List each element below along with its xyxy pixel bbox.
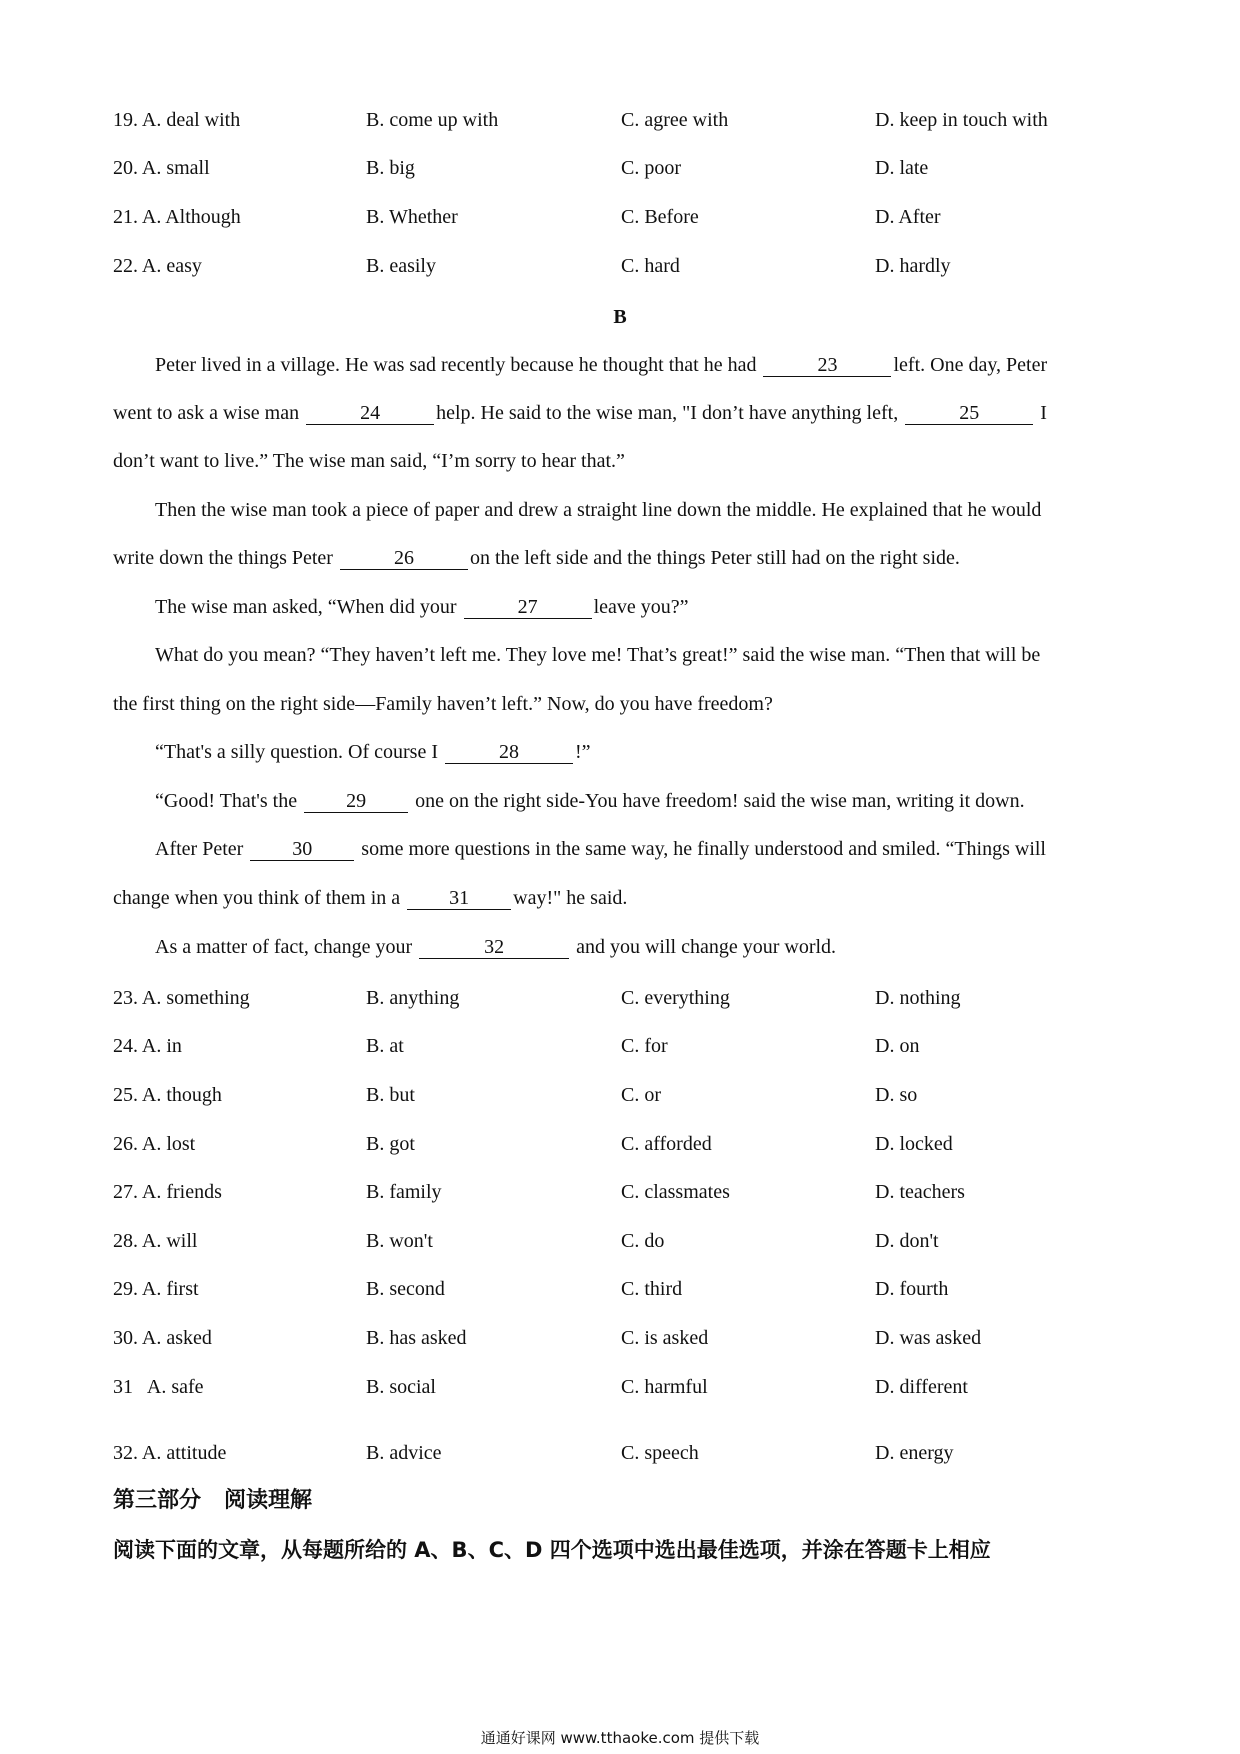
option-c: C. speech xyxy=(621,1442,699,1464)
passage-text: left. One day, Peter xyxy=(893,354,1048,376)
passage-line xyxy=(155,640,1040,670)
option-c: C. hard xyxy=(621,255,680,277)
option-c: C. afforded xyxy=(621,1133,712,1155)
option-d: D. so xyxy=(875,1084,918,1106)
option-d: D. teachers xyxy=(875,1181,965,1203)
passage-text: change when you think of them in a xyxy=(113,887,401,909)
blank-24: 24 xyxy=(306,402,434,425)
option-c: C. agree with xyxy=(621,109,729,131)
passage-line xyxy=(155,834,1046,864)
option-b: B. easily xyxy=(366,255,436,277)
passage-line xyxy=(113,689,773,719)
option-a: 22. A. easy xyxy=(113,255,202,277)
option-d: D. different xyxy=(875,1376,968,1398)
option-a: 32. A. attitude xyxy=(113,1442,227,1464)
option-b: B. family xyxy=(366,1181,442,1203)
blank-31: 31 xyxy=(407,887,511,910)
passage-line xyxy=(155,786,1025,816)
option-c: C. for xyxy=(621,1035,668,1057)
passage-text: one on the right side-You have freedom! said the wise man, writing it down. xyxy=(415,790,1025,812)
option-a: 29. A. first xyxy=(113,1278,199,1300)
blank-32: 32 xyxy=(419,936,569,959)
passage-text: “Good! That's the xyxy=(155,790,298,812)
option-d: D. After xyxy=(875,206,941,228)
option-b: B. anything xyxy=(366,987,460,1009)
option-a: 31 A. safe xyxy=(113,1376,204,1398)
option-d: D. was asked xyxy=(875,1327,982,1349)
option-row-21 xyxy=(0,202,1240,232)
page-footer: 通通好课网 www.tthaoke.com 提供下载 xyxy=(480,1729,760,1747)
passage-text: went to ask a wise man xyxy=(113,402,300,424)
passage-line xyxy=(113,446,625,476)
blank-23: 23 xyxy=(763,354,891,377)
option-c: C. classmates xyxy=(621,1181,730,1203)
option-d: D. late xyxy=(875,157,929,179)
option-d: D. energy xyxy=(875,1442,954,1464)
option-row-27 xyxy=(0,1177,1240,1207)
option-row-29 xyxy=(0,1274,1240,1304)
passage-text: After Peter xyxy=(155,838,244,860)
passage-text: What do you mean? “They haven’t left me. They love me! That’s great!” said the wise man. “Then that will be xyxy=(155,644,1041,666)
passage-text: !” xyxy=(574,741,591,763)
option-d: D. nothing xyxy=(875,987,961,1009)
option-a: 27. A. friends xyxy=(113,1181,222,1203)
option-d: D. on xyxy=(875,1035,920,1057)
passage-text: Peter lived in a village. He was sad recently because he thought that he had xyxy=(155,354,757,376)
option-a: 25. A. though xyxy=(113,1084,222,1106)
option-b: B. big xyxy=(366,157,415,179)
option-b: B. but xyxy=(366,1084,415,1106)
option-a: 30. A. asked xyxy=(113,1327,212,1349)
option-d: D. fourth xyxy=(875,1278,949,1300)
blank-30: 30 xyxy=(250,838,354,861)
blank-27: 27 xyxy=(464,596,592,619)
blank-29: 29 xyxy=(304,790,408,813)
passage-text: write down the things Peter xyxy=(113,547,333,569)
option-row-32 xyxy=(0,1438,1240,1468)
passage-line xyxy=(113,883,627,913)
passage-text: “That's a silly question. Of course I xyxy=(155,741,438,763)
option-row-24 xyxy=(0,1031,1240,1061)
passage-line xyxy=(113,398,1047,428)
blank-25: 25 xyxy=(905,402,1033,425)
option-b: B. at xyxy=(366,1035,404,1057)
option-c: C. harmful xyxy=(621,1376,708,1398)
option-b: B. got xyxy=(366,1133,415,1155)
passage-text: the first thing on the right side—Family haven’t left.” Now, do you have freedom? xyxy=(113,693,773,715)
option-a: 19. A. deal with xyxy=(113,109,241,131)
option-d: D. locked xyxy=(875,1133,953,1155)
passage-text: leave you?” xyxy=(593,596,689,618)
option-a: 21. A. Although xyxy=(113,206,241,228)
option-c: C. third xyxy=(621,1278,683,1300)
option-row-23 xyxy=(0,983,1240,1013)
passage-line xyxy=(155,495,1041,525)
passage-line xyxy=(155,350,1047,380)
option-c: C. or xyxy=(621,1084,661,1106)
option-a: 20. A. small xyxy=(113,157,210,179)
passage-text: and you will change your world. xyxy=(576,936,837,958)
section-heading-b: B xyxy=(613,306,627,328)
passage-text: help. He said to the wise man, "I don’t have anything left, xyxy=(436,402,899,424)
passage-line xyxy=(155,737,591,767)
option-d: D. don't xyxy=(875,1230,939,1252)
passage-text: I xyxy=(1040,402,1047,424)
option-b: B. come up with xyxy=(366,109,499,131)
option-c: C. is asked xyxy=(621,1327,709,1349)
option-a: 24. A. in xyxy=(113,1035,182,1057)
option-b: B. won't xyxy=(366,1230,433,1252)
passage-text: The wise man asked, “When did your xyxy=(155,596,457,618)
option-row-19 xyxy=(0,105,1240,135)
part3-instruction: 阅读下面的文章，从每题所给的 A、B、C、D 四个选项中选出最佳选项，并涂在答题卡上相应 xyxy=(113,1538,991,1562)
option-row-31 xyxy=(0,1372,1240,1402)
blank-28: 28 xyxy=(445,741,573,764)
passage-text: Then the wise man took a piece of paper and drew a straight line down the middle. He explained that he would xyxy=(155,499,1042,521)
passage-text: As a matter of fact, change your xyxy=(155,936,413,958)
option-c: C. Before xyxy=(621,206,699,228)
passage-text: don’t want to live.” The wise man said, “I’m sorry to hear that.” xyxy=(113,450,625,472)
passage-text: on the left side and the things Peter still had on the right side. xyxy=(469,547,960,569)
option-d: D. keep in touch with xyxy=(875,109,1048,131)
option-b: B. social xyxy=(366,1376,436,1398)
option-b: B. has asked xyxy=(366,1327,467,1349)
option-row-30 xyxy=(0,1323,1240,1353)
option-c: C. poor xyxy=(621,157,681,179)
blank-26: 26 xyxy=(340,547,468,570)
option-b: B. Whether xyxy=(366,206,458,228)
passage-line xyxy=(113,543,960,573)
option-b: B. second xyxy=(366,1278,445,1300)
passage-text: some more questions in the same way, he finally understood and smiled. “Things will xyxy=(361,838,1046,860)
part3-title: 第三部分 阅读理解 xyxy=(113,1488,312,1513)
option-a: 23. A. something xyxy=(113,987,250,1009)
option-b: B. advice xyxy=(366,1442,442,1464)
option-a: 28. A. will xyxy=(113,1230,198,1252)
option-c: C. everything xyxy=(621,987,730,1009)
passage-text: way!" he said. xyxy=(513,887,628,909)
option-row-20 xyxy=(0,153,1240,183)
passage-line xyxy=(155,592,689,622)
passage-line xyxy=(155,932,836,962)
option-row-26 xyxy=(0,1129,1240,1159)
option-row-22 xyxy=(0,251,1240,281)
option-row-28 xyxy=(0,1226,1240,1256)
option-d: D. hardly xyxy=(875,255,951,277)
option-c: C. do xyxy=(621,1230,665,1252)
option-a: 26. A. lost xyxy=(113,1133,196,1155)
option-row-25 xyxy=(0,1080,1240,1110)
